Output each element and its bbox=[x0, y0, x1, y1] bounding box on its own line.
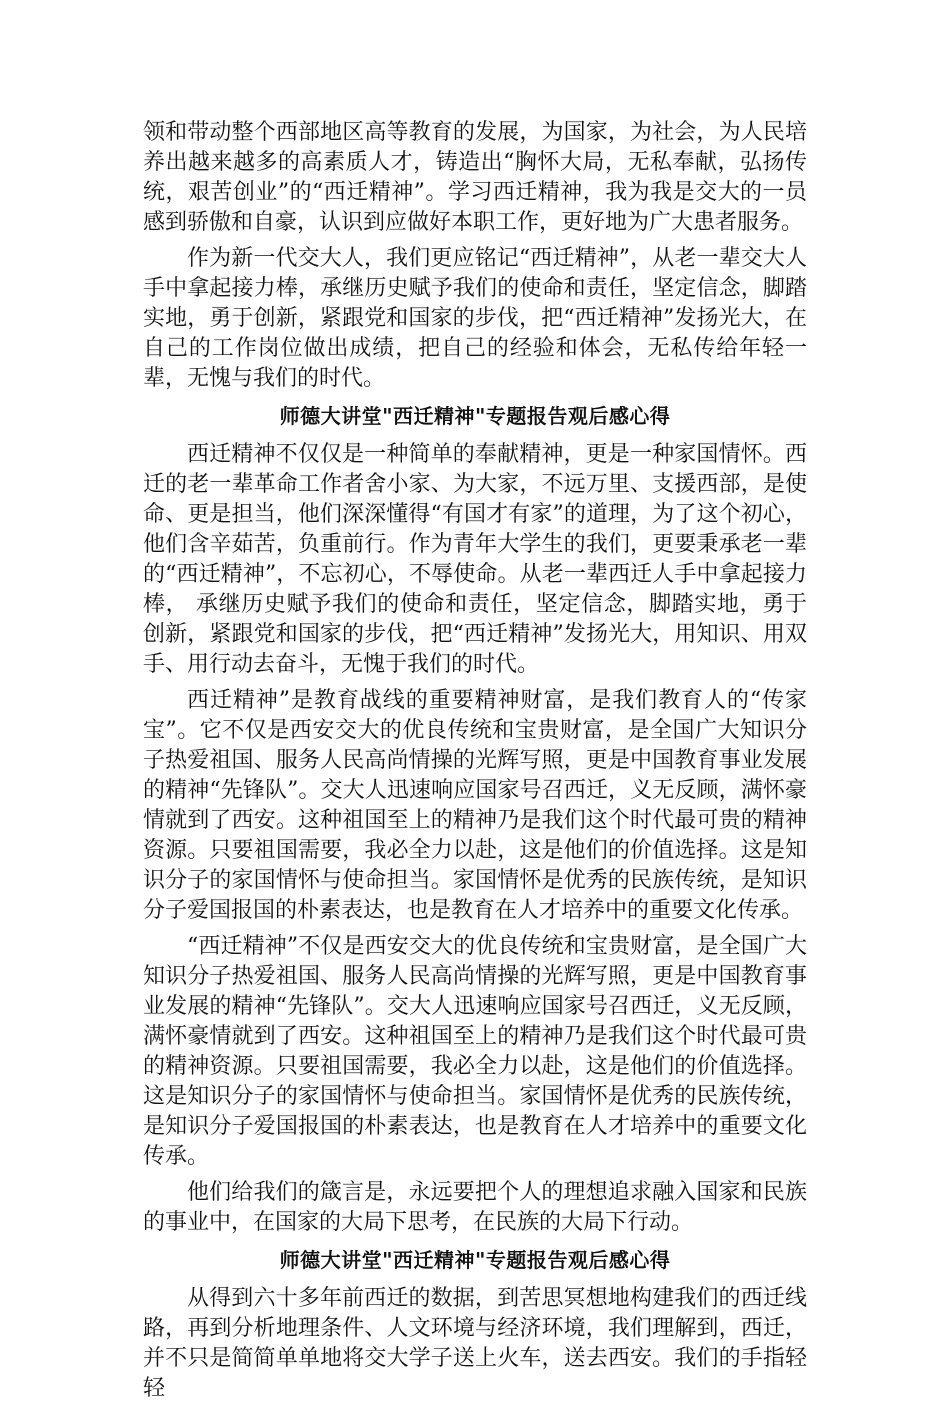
paragraph: 他们给我们的箴言是，永远要把个人的理想追求融入国家和民族的事业中，在国家的大局下思考，在民族的大局下行动。 bbox=[143, 1180, 807, 1235]
document-page bbox=[143, 118, 807, 1410]
paragraph: 作为新一代交大人，我们更应铭记“西迁精神”，从老一辈交大人手中拿起接力棒，承继历史赋予我们的使命和责任，坚定信念，脚踏实地，勇于创新，紧跟党和国家的步伐，把“西迁精神”发扬光大，在自己的工作岗位做出成绩，把自己的经验和体会，无私传给年轻一辈，无愧与我们的时代。 bbox=[143, 246, 807, 391]
paragraph: 西迁精神不仅仅是一种简单的奉献精神，更是一种家国情怀。西迁的老一辈革命工作者舍小家、为大家，不远万里、支援西部，是使命、更是担当，他们深深懂得“有国才有家”的道理，为了这个初心，他们含辛茹苦，负重前行。作为青年大学生的我们，更要秉承老一辈的“西迁精神”，不忘初心，不辱使命。从老一辈西迁人手中拿起接力棒， 承继历史赋予我们的使命和责任，坚定信念，脚踏实地，勇于创新，紧跟党和国家的步伐，把“西迁精神”发扬光大，用知识、用双手、用行动去奋斗，无愧于我们的时代。 bbox=[143, 442, 807, 677]
paragraph: 从得到六十多年前西迁的数据，到苦思冥想地构建我们的西迁线路，再到分析地理条件、人文环境与经济环境，我们理解到，西迁，并不只是简简单单地将交大学子送上火车，送去西安。我们的手指轻轻 bbox=[143, 1286, 807, 1401]
section-heading: 师德大讲堂"西迁精神"专题报告观后感心得 bbox=[279, 1248, 671, 1272]
paragraph: 领和带动整个西部地区高等教育的发展，为国家，为社会，为人民培养出越来越多的高素质人才，铸造出“胸怀大局，无私奉献，弘扬传统，艰苦创业”的“西迁精神”。学习西迁精神，我为我是交大的一员感到骄傲和自豪，认识到应做好本职工作，更好地为广大患者服务。 bbox=[143, 120, 807, 235]
section-heading: 师德大讲堂"西迁精神"专题报告观后感心得 bbox=[279, 404, 671, 428]
paragraph: 西迁精神”是教育战线的重要精神财富，是我们教育人的“传家宝”。它不仅是西安交大的优良传统和宝贵财富，是全国广大知识分子热爱祖国、服务人民高尚情操的光辉写照，更是中国教育事业发展的精神“先锋队”。交大人迅速响应国家号召西迁，义无反顾，满怀豪情就到了西安。这种祖国至上的精神乃是我们这个时代最可贵的精神资源。只要祖国需要，我必全力以赴，这是他们的价值选择。这是知识分子的家国情怀与使命担当。家国情怀是优秀的民族传统，是知识分子爱国报国的朴素表达，也是教育在人才培养中的重要文化传承。 bbox=[143, 688, 807, 923]
paragraph: “西迁精神”不仅是西安交大的优良传统和宝贵财富，是全国广大知识分子热爱祖国、服务人民高尚情操的光辉写照，更是中国教育事业发展的精神“先锋队”。交大人迅速响应国家号召西迁，义无反顾，满怀豪情就到了西安。这种祖国至上的精神乃是我们这个时代最可贵的精神资源。只要祖国需要，我必全力以赴，这是他们的价值选择。这是知识分子的家国情怀与使命担当。家国情怀是优秀的民族传统，是知识分子爱国报国的朴素表达，也是教育在人才培养中的重要文化传承。 bbox=[143, 934, 807, 1169]
